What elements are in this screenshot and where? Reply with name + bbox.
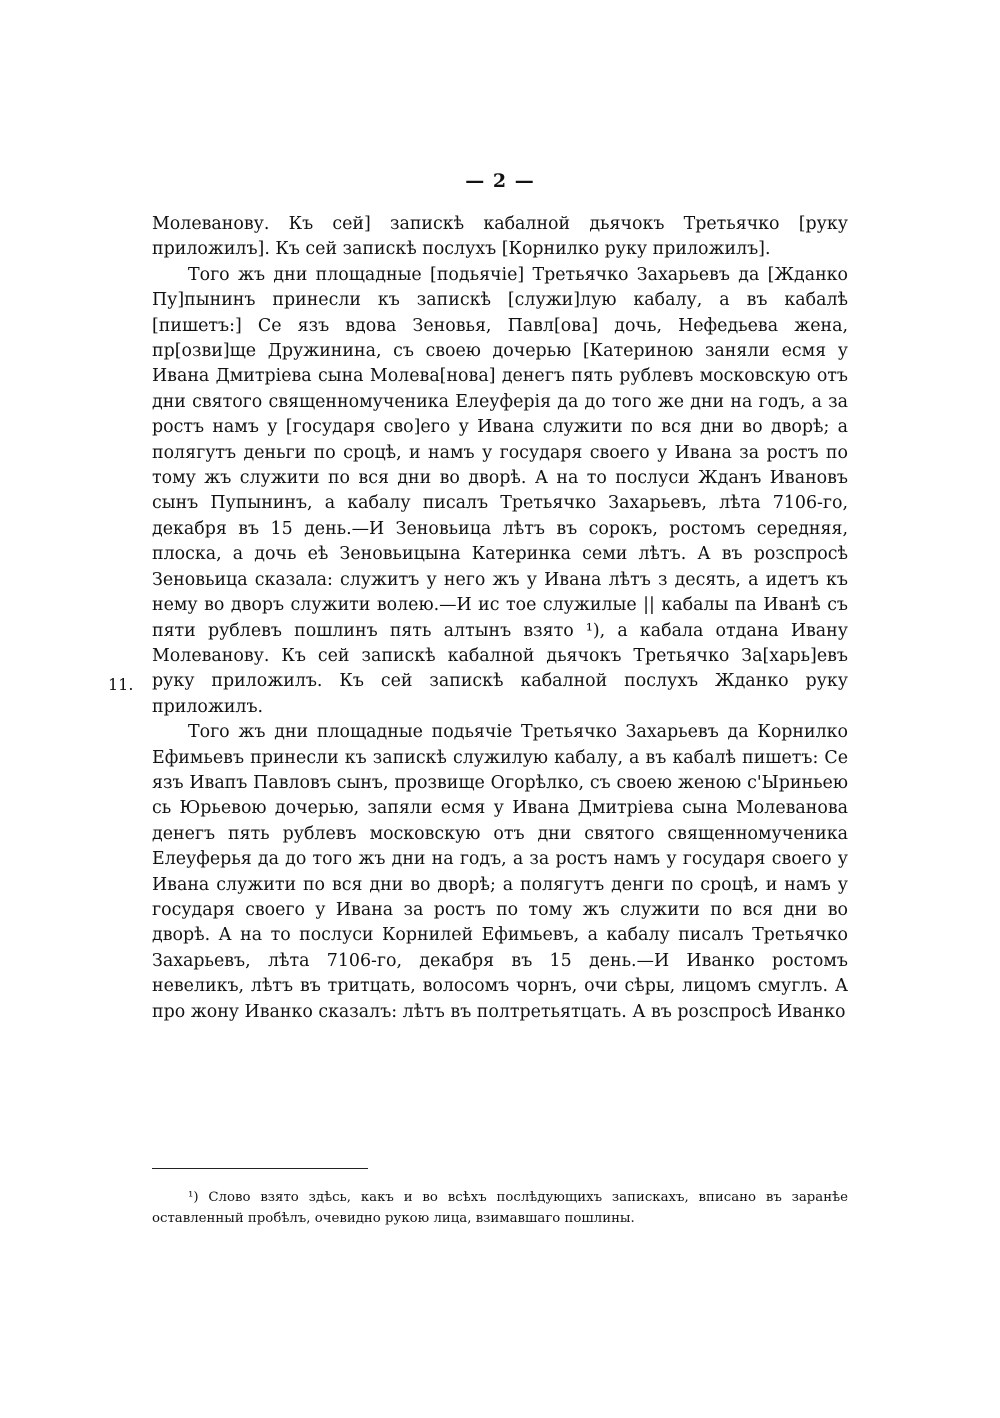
footnote: ¹) Слово взято здѣсь, какъ и во всѣхъ послѣдующихъ запискахъ, вписано въ заранѣе оставленный пробѣлъ, очевидно рукою лица, взимавшаго пошлины. <box>152 1190 848 1226</box>
paragraph-continuation: Молеванову. Къ сей] запискѣ кабалной дьячокъ Третьячко [руку приложилъ]. Къ сей запискѣ послухъ [Корнилко руку приложилъ]. <box>152 214 848 260</box>
paragraph-ivanko-record: Того жъ дни площадные подьячіе Третьячко Захарьевъ да Корнилко Ефимьевъ принесли къ запискѣ служилую кабалу, а въ кабалѣ пишетъ: Се язъ Ивапъ Павловъ сынъ, прозвище Огорѣлко, съ своею женою с'Ыриньею сь Юрьевою дочерью, запяли есмя у Ивана Дмитріева сына Молеванова денегъ пять рублевъ московскую отъ дни святого священномученика Елеуферья да до того жъ дни на годъ, а за ростъ намъ у государя своего у Ивана служити по вся дни во дворѣ; а полягутъ денги по сроцѣ, и намъ у государя своего у Ивана за ростъ по тому жъ служити по вся дни во дворѣ. А на то послуси Корнилей Ефимьевъ, а кабалу писалъ Третьячко Захарьевъ, лѣта 7106-го, декабря въ 15 день.—И Иванко ростомъ невеликъ, лѣтъ въ тритцать, волосомъ чорнъ, очи сѣры, лицомъ смуглъ. А про жону Иванко сказалъ: лѣтъ въ полтретьятцать. А въ розспросѣ Иванко <box>152 722 848 1022</box>
margin-leaf-number: 11. <box>108 675 134 694</box>
footnote-divider <box>152 1168 368 1169</box>
page-number: — 2 — <box>465 170 535 192</box>
paragraph-zenovya-record: Того жъ дни площадные [подьячіе] Третьячко Захарьевъ да [Жданко Пу]пынинъ принесли къ запискѣ [служи]лую кабалу, а въ кабалѣ [пишетъ:] Се язъ вдова Зеновья, Павл[ова] дочь, Нефедьева жена, пр[озви]ще Дружинина, съ своею дочерью [Катериною заняли есмя у Ивана Дмитріева сына Молева[нова] денегъ пять рублевъ московскую отъ дни святого священномученика Елеуферія да до того же дни на годъ, а за ростъ намъ у [государя сво]его у Ивана служити по вся дни во дворѣ; а полягутъ деньги по сроцѣ, и намъ у государя своего у Ивана за ростъ по тому жъ служити по вся дни во дворѣ. А на то послуси Жданъ Ивановъ сынъ Пупынинъ, а кабалу писалъ Третьячко Захарьевъ, лѣта 7106-го, декабря въ 15 день.—И Зеновьица лѣтъ въ сорокъ, ростомъ середняя, плоска, а дочь еѣ Зеновьицына Катеринка семи лѣтъ. А въ розспросѣ Зеновьица сказала: служитъ у него жъ у Ивана лѣтъ з десять, а идетъ къ нему во дворъ служити волею.—И ис тое служилые || кабалы па Иванѣ съ пяти рублевъ пошлинъ пять алтынъ взято ¹), а кабала отдана Ивану Молеванову. Къ сей запискѣ кабалной дьячокъ Третьячко За[харь]евъ руку приложилъ. Къ сей запискѣ кабалной послухъ Жданко руку приложилъ. <box>152 264 848 717</box>
body-text <box>152 212 848 1025</box>
